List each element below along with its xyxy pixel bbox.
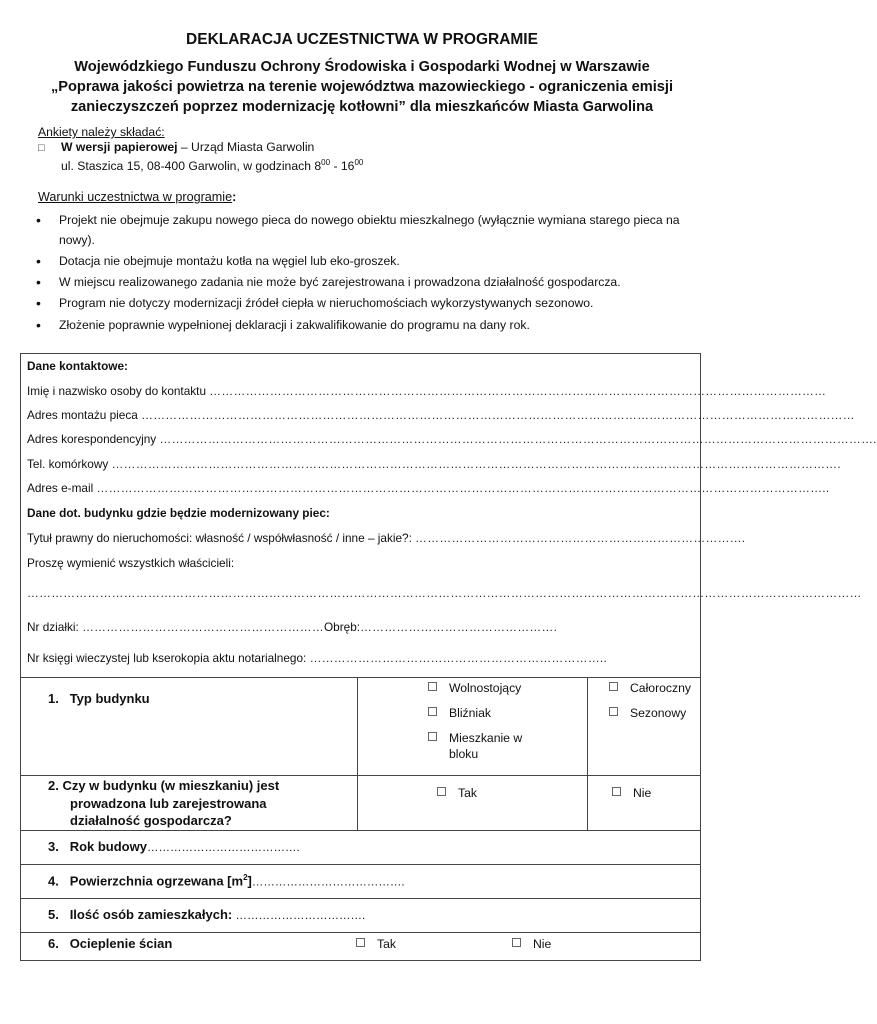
divider (20, 864, 701, 865)
option-year-round-label: Całoroczny (630, 681, 691, 695)
list-item: • Projekt nie obejmuje zakupu nowego pieca do nowego obiektu mieszkalnego (wyłącznie wymiana starego pieca na nowy). (36, 211, 696, 250)
correspondence-address-label: Adres korespondencyjny (27, 432, 157, 446)
q4-label: Powierzchnia ogrzewana [m (69, 873, 244, 889)
list-item: • Dotacja nie obejmuje montażu kotła na węgiel lub eko-groszek. (36, 252, 696, 272)
obreb-label: Obręb: (324, 620, 361, 634)
q2-line3: działalność gospodarcza? (70, 813, 232, 828)
option-apartment[interactable] (428, 731, 522, 745)
owners-dots: ……………………………………………………………………………………………………………………………………………………………………………………… (27, 586, 862, 600)
q5-field[interactable] (48, 907, 365, 922)
legal-title-field[interactable] (27, 531, 746, 545)
q4-field[interactable] (48, 873, 405, 888)
phone-dots: ………………………………………………………………………………………………………………………………………………………………. (111, 457, 841, 471)
checkbox-icon[interactable] (612, 787, 621, 796)
checkbox-icon[interactable] (356, 938, 365, 947)
program-name-line2: zanieczyszczeń poprzez modernizację kotłowni” dla mieszkańców Miasta Garwolina (70, 99, 654, 115)
option-detached-label: Wolnostojący (449, 681, 522, 695)
divider (20, 830, 701, 831)
option-seasonal[interactable] (609, 706, 686, 720)
list-item: • W miejscu realizowanego zadania nie może być zarejestrowana i prowadzona działalność gospodarcza. (36, 273, 696, 293)
checkbox-icon[interactable] (437, 787, 446, 796)
legal-title-label: Tytuł prawny do nieruchomości: własność / współwłasność / inne – jakie?: (27, 531, 416, 545)
option-apartment-label: Mieszkanie w (449, 731, 523, 745)
checkbox-icon[interactable] (512, 938, 521, 947)
option-semi-detached[interactable] (428, 706, 491, 720)
plot-dots: …………………………………………………… (82, 620, 324, 634)
email-dots: ……………………………………………………………………………………………………………………………………………………………….. (96, 481, 830, 495)
option-year-round[interactable] (609, 681, 691, 695)
owners-field[interactable] (27, 586, 862, 600)
land-register-label: Nr księgi wieczystej lub kserokopia aktu notarialnego: (27, 651, 310, 665)
q6-no-option[interactable] (512, 937, 551, 951)
land-register-field[interactable] (27, 651, 687, 665)
fund-name: Wojewódzkiego Funduszu Ochrony Środowiska i Gospodarki Wodnej w Warszawie (74, 59, 650, 75)
q3-number: 3. (48, 839, 59, 854)
submission-office: – Urząd Miasta Garwolin (177, 140, 315, 154)
obreb-dots: …………………………………………. (360, 620, 558, 634)
q2-line1: 2. Czy w budynku (w mieszkaniu) jest (48, 778, 280, 793)
phone-label: Tel. komórkowy (27, 457, 109, 471)
q2-line2: prowadzona lub zarejestrowana (70, 796, 267, 811)
correspondence-address-field[interactable] (27, 432, 877, 446)
install-address-dots: …………………………………………………………………………………………………………………………………………………………… (141, 408, 855, 422)
q6-yes-label: Tak (377, 937, 396, 951)
hours-from-sup: 00 (321, 158, 331, 167)
q3-dots: …………………………………. (146, 842, 300, 854)
q2-no-label: Nie (633, 786, 652, 800)
document-title: DEKLARACJA UCZESTNICTWA W PROGRAMIE (186, 31, 538, 48)
contact-name-dots: ……………………………………………………………………………………………………………………………………… (209, 384, 827, 398)
email-field[interactable] (27, 481, 830, 495)
list-item: • Złożenie poprawnie wypełnionej deklaracji i zakwalifikowanie do programu na dany rok. (36, 316, 696, 336)
checkbox-icon: □ (38, 142, 45, 154)
conditions-heading-colon: : (232, 190, 237, 204)
submission-address-text: ul. Staszica 15, 08-400 Garwolin, w godzinach 8 (61, 159, 322, 174)
divider (20, 775, 701, 776)
submission-heading: Ankiety należy składać: (38, 125, 165, 139)
q6-text: Ocieplenie ścian (69, 936, 173, 951)
plot-field[interactable] (27, 620, 687, 634)
divider (20, 677, 701, 678)
hours-to-sup: 00 (354, 158, 364, 167)
q5-label: Ilość osób zamieszkałych: (69, 907, 233, 922)
q6-label (48, 936, 172, 951)
q4-close: ] (247, 873, 252, 889)
option-semi-detached-label: Bliźniak (449, 706, 491, 720)
submission-mode (61, 140, 314, 154)
hours-dash: - 16 (330, 159, 355, 174)
checkbox-icon[interactable] (428, 682, 437, 691)
contact-name-field[interactable] (27, 384, 827, 398)
land-register-dots: ……………………………………………………………….. (309, 651, 608, 665)
q1-number: 1. (48, 691, 59, 706)
conditions-list (36, 211, 696, 337)
q4-dots: …………………………………. (251, 876, 405, 889)
q6-no-label: Nie (533, 937, 552, 951)
program-name-line1: „Poprawa jakości powietrza na terenie województwa mazowieckiego - ograniczenia emisji (50, 79, 674, 95)
checkbox-icon[interactable] (609, 707, 618, 716)
building-heading: Dane dot. budynku gdzie będzie modernizowany piec: (27, 506, 330, 520)
list-item: • Program nie dotyczy modernizacji źródeł ciepła w nieruchomościach wykorzystywanych sezonowo. (36, 294, 696, 314)
divider (20, 932, 701, 933)
checkbox-icon[interactable] (428, 732, 437, 741)
divider (20, 898, 701, 899)
conditions-heading (38, 190, 236, 204)
plot-label: Nr działki: (27, 620, 83, 634)
divider (587, 677, 588, 830)
submission-mode-label: W wersji papierowej (61, 140, 178, 154)
option-apartment-label-line2: bloku (449, 747, 479, 761)
q5-number: 5. (48, 907, 59, 922)
divider (357, 677, 358, 830)
option-detached[interactable] (428, 681, 521, 695)
q3-field[interactable] (48, 839, 300, 854)
q3-label: Rok budowy (69, 839, 147, 854)
submission-address (61, 158, 363, 173)
phone-field[interactable] (27, 457, 841, 471)
q2-yes-option[interactable] (437, 786, 477, 800)
q2-yes-label: Tak (458, 786, 477, 800)
contact-name-label: Imię i nazwisko osoby do kontaktu (27, 384, 207, 398)
q4-number: 4. (48, 873, 59, 889)
contact-heading: Dane kontaktowe: (27, 359, 128, 373)
install-address-field[interactable] (27, 408, 855, 422)
install-address-label: Adres montażu pieca (27, 408, 138, 422)
correspondence-address-dots: ……………………………………………………………………………………………………………………………………………………………. (159, 432, 877, 446)
checkbox-icon[interactable] (609, 682, 618, 691)
q6-yes-option[interactable] (356, 937, 396, 951)
conditions-heading-text: Warunki uczestnictwa w programie (38, 190, 233, 204)
q2-no-option[interactable] (612, 786, 651, 800)
legal-title-dots: ………………………………………………………………………. (415, 531, 746, 545)
q1-text: Typ budynku (69, 691, 150, 706)
owners-label: Proszę wymienić wszystkich właścicieli: (27, 556, 235, 570)
q5-dots: ……………………………. (232, 910, 366, 922)
q4-sup: 2 (243, 873, 248, 882)
option-seasonal-label: Sezonowy (630, 706, 687, 720)
checkbox-icon[interactable] (428, 707, 437, 716)
q6-number: 6. (48, 936, 59, 951)
q1-label (48, 691, 150, 706)
email-label: Adres e-mail (27, 481, 94, 495)
